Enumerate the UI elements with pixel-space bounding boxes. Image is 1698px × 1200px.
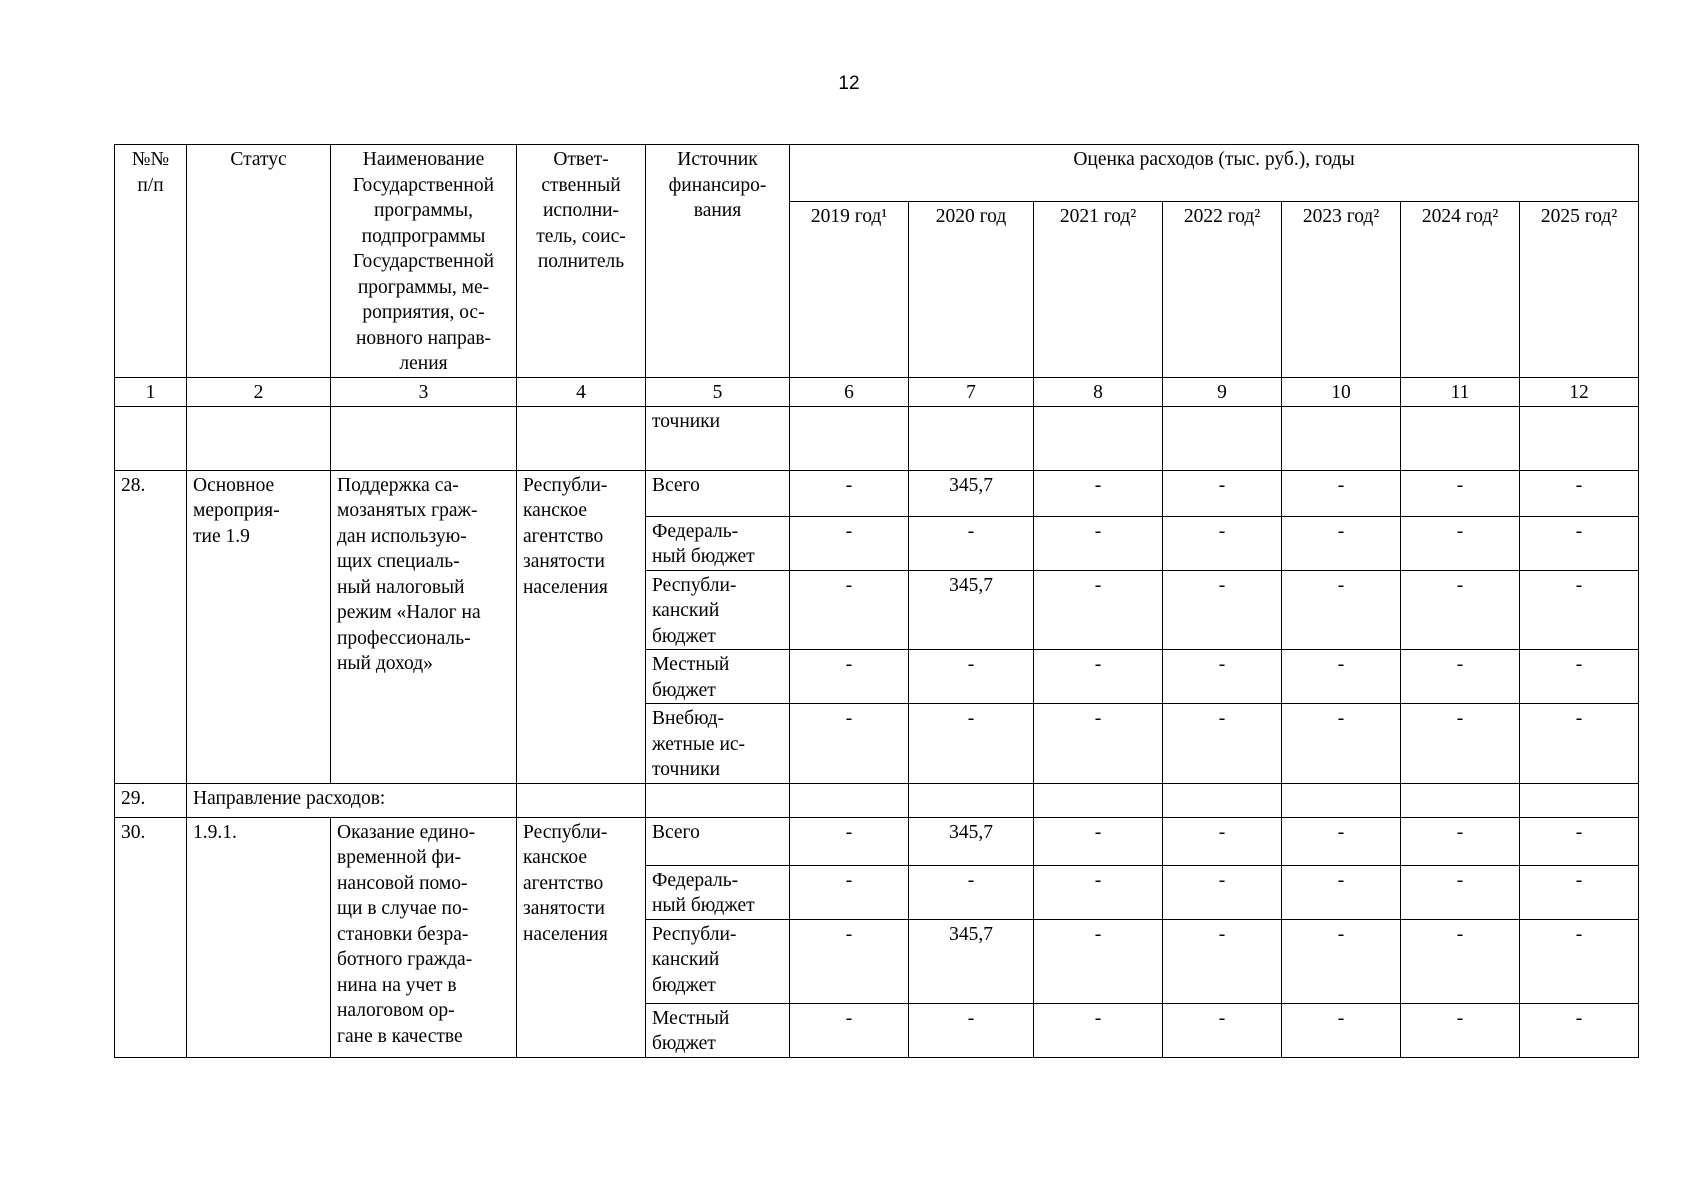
cost-value: - xyxy=(790,570,909,650)
header-year: 2021 год² xyxy=(1034,201,1163,377)
column-number: 12 xyxy=(1520,377,1639,406)
funding-source-label: Республи- канский бюджет xyxy=(646,570,790,650)
header-num: №№ п/п xyxy=(115,145,187,378)
header-year: 2025 год² xyxy=(1520,201,1639,377)
row-executor: Республи- канское агентство занятости населения xyxy=(517,817,646,1057)
row-executor: Республи- канское агентство занятости населения xyxy=(517,470,646,783)
row-status: Основное мероприя- тие 1.9 xyxy=(187,470,331,783)
cost-value: 345,7 xyxy=(909,817,1034,865)
cost-value: - xyxy=(1401,919,1520,1003)
cost-value: - xyxy=(1520,919,1639,1003)
cost-value: - xyxy=(909,865,1034,919)
cost-value: - xyxy=(1282,516,1401,570)
cost-value: - xyxy=(1034,570,1163,650)
funding-row xyxy=(115,817,1639,865)
cost-value: - xyxy=(1282,919,1401,1003)
row-number: 29. xyxy=(115,783,187,817)
cost-value: - xyxy=(790,704,909,784)
column-number: 10 xyxy=(1282,377,1401,406)
cost-value: 345,7 xyxy=(909,470,1034,516)
cost-value: - xyxy=(1034,470,1163,516)
cost-value: - xyxy=(790,650,909,704)
cost-value: - xyxy=(790,1003,909,1057)
header-year: 2023 год² xyxy=(1282,201,1401,377)
header-funding-source: Источник финансиро- вания xyxy=(646,145,790,378)
cost-value: - xyxy=(1520,1003,1639,1057)
header-year: 2022 год² xyxy=(1163,201,1282,377)
row-30-group xyxy=(115,817,1639,1057)
column-number-row xyxy=(115,377,1639,406)
cost-value: - xyxy=(1401,650,1520,704)
cost-value: - xyxy=(909,650,1034,704)
cost-value: - xyxy=(1034,1003,1163,1057)
funding-source-label: Республи- канский бюджет xyxy=(646,919,790,1003)
funding-source-label: Местный бюджет xyxy=(646,650,790,704)
row-28-group xyxy=(115,470,1639,783)
cost-value: - xyxy=(1034,516,1163,570)
cost-value: - xyxy=(1401,1003,1520,1057)
header-year: 2019 год¹ xyxy=(790,201,909,377)
cost-value: - xyxy=(1401,704,1520,784)
cost-value: - xyxy=(1282,470,1401,516)
column-number: 8 xyxy=(1034,377,1163,406)
carryover-row xyxy=(115,406,1639,470)
column-number: 5 xyxy=(646,377,790,406)
cost-value: - xyxy=(1163,570,1282,650)
row-status: 1.9.1. xyxy=(187,817,331,1057)
cost-value: - xyxy=(909,1003,1034,1057)
column-number: 11 xyxy=(1401,377,1520,406)
cost-value: - xyxy=(1520,470,1639,516)
cost-value: - xyxy=(1163,650,1282,704)
cost-value: - xyxy=(1034,704,1163,784)
header-program-name: Наименование Государственной программы, подпрограммы Государственной программы, ме- роприятия, ос- новного направ- ления xyxy=(331,145,517,378)
cost-value: - xyxy=(1282,704,1401,784)
cost-value: - xyxy=(1034,817,1163,865)
funding-source-label: Всего xyxy=(646,817,790,865)
cost-value: - xyxy=(1520,570,1639,650)
cost-value: - xyxy=(1282,650,1401,704)
cost-value: - xyxy=(1163,817,1282,865)
cost-value: - xyxy=(790,470,909,516)
funding-row xyxy=(115,470,1639,516)
cost-value: - xyxy=(1034,865,1163,919)
cost-value: - xyxy=(1520,516,1639,570)
row-measure-name: Поддержка са- мозанятых граж- дан использую- щих специаль- ный налоговый режим «Налог на профессиональ- ный доход» xyxy=(331,470,517,783)
cost-value: - xyxy=(909,516,1034,570)
cost-value: - xyxy=(1163,704,1282,784)
cost-value: - xyxy=(1034,650,1163,704)
header-cost-estimate: Оценка расходов (тыс. руб.), годы xyxy=(790,145,1639,202)
funding-source-label: Федераль- ный бюджет xyxy=(646,516,790,570)
cost-value: - xyxy=(1520,704,1639,784)
cost-value: 345,7 xyxy=(909,570,1034,650)
column-number: 7 xyxy=(909,377,1034,406)
cost-value: 345,7 xyxy=(909,919,1034,1003)
cost-value: - xyxy=(1520,865,1639,919)
column-number: 3 xyxy=(331,377,517,406)
header-status: Статус xyxy=(187,145,331,378)
budget-table xyxy=(114,144,1639,1058)
cost-value: - xyxy=(1163,470,1282,516)
cost-value: - xyxy=(790,865,909,919)
cost-value: - xyxy=(1163,1003,1282,1057)
column-number: 1 xyxy=(115,377,187,406)
cost-value: - xyxy=(1520,817,1639,865)
cost-value: - xyxy=(1401,516,1520,570)
cost-value: - xyxy=(1282,865,1401,919)
cost-value: - xyxy=(1163,516,1282,570)
row-number: 30. xyxy=(115,817,187,1057)
funding-source-label: Внебюд- жетные ис- точники xyxy=(646,704,790,784)
column-number: 9 xyxy=(1163,377,1282,406)
cost-value: - xyxy=(1520,650,1639,704)
header-executor: Ответ- ственный исполни- тель, соис- полнитель xyxy=(517,145,646,378)
funding-source-label: Всего xyxy=(646,470,790,516)
column-number: 6 xyxy=(790,377,909,406)
cost-value: - xyxy=(1282,570,1401,650)
header-row xyxy=(115,145,1639,202)
row-29 xyxy=(115,783,1639,817)
cost-value: - xyxy=(1401,865,1520,919)
header-year: 2020 год xyxy=(909,201,1034,377)
cost-value: - xyxy=(1163,919,1282,1003)
cost-value: - xyxy=(909,704,1034,784)
row-number: 28. xyxy=(115,470,187,783)
cost-value: - xyxy=(790,919,909,1003)
column-number: 4 xyxy=(517,377,646,406)
cost-value: - xyxy=(1282,817,1401,865)
funding-source-label: точники xyxy=(646,406,790,470)
cost-value: - xyxy=(1401,817,1520,865)
cost-value: - xyxy=(790,817,909,865)
funding-source-label: Местный бюджет xyxy=(646,1003,790,1057)
page-number: 12 xyxy=(838,73,860,94)
cost-value: - xyxy=(1034,919,1163,1003)
row-measure-name: Оказание едино- временной фи- нансовой помо- щи в случае по- становки безра- ботного гражда- нина на учет в налоговом ор- гане в качестве xyxy=(331,817,517,1057)
cost-value: - xyxy=(790,516,909,570)
cost-value: - xyxy=(1401,470,1520,516)
cost-value: - xyxy=(1282,1003,1401,1057)
expense-direction-label: Направление расходов: xyxy=(187,783,517,817)
column-number: 2 xyxy=(187,377,331,406)
header-year: 2024 год² xyxy=(1401,201,1520,377)
cost-value: - xyxy=(1401,570,1520,650)
cost-value: - xyxy=(1163,865,1282,919)
funding-source-label: Федераль- ный бюджет xyxy=(646,865,790,919)
